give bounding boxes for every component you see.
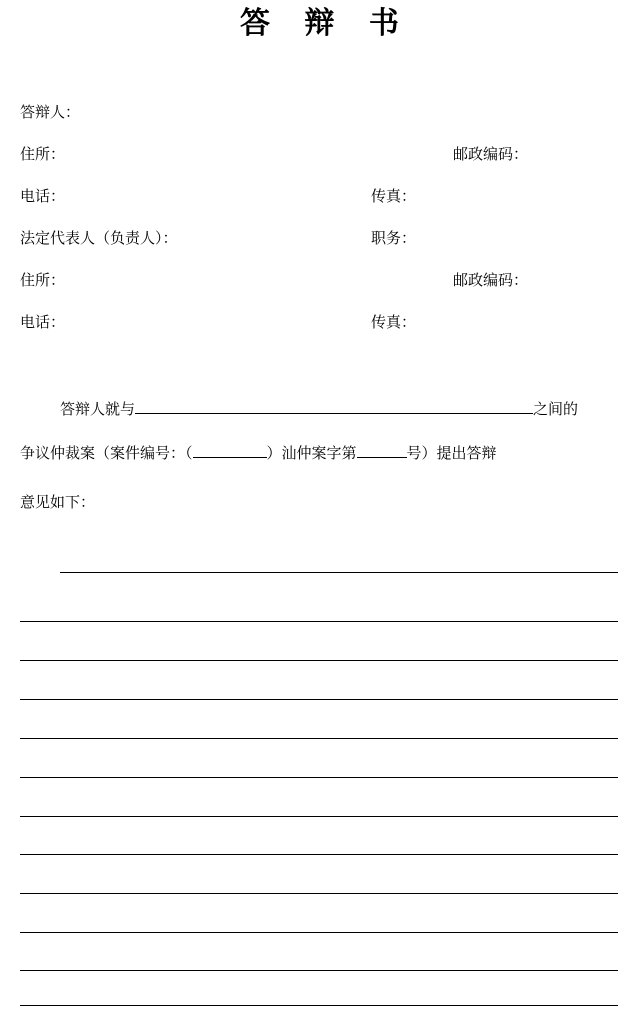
case-year-blank[interactable] bbox=[193, 442, 267, 458]
answer-line[interactable] bbox=[60, 572, 618, 573]
answer-line[interactable] bbox=[20, 932, 618, 933]
postcode-label-2: 邮政编码： bbox=[453, 271, 529, 289]
case-number-blank[interactable] bbox=[357, 442, 407, 458]
document-title: 答 辩 书 bbox=[240, 6, 411, 41]
answer-line[interactable] bbox=[20, 1005, 618, 1006]
phone-label-2: 电话： bbox=[20, 313, 66, 331]
address-label-2: 住所： bbox=[20, 271, 66, 289]
fax-label-2: 传真： bbox=[371, 313, 417, 331]
body-line-2-c: 号）提出答辩 bbox=[406, 444, 497, 462]
address-label-1: 住所： bbox=[20, 145, 66, 163]
body-line-1-suffix: 之间的 bbox=[533, 400, 579, 418]
legal-representative-label: 法定代表人（负责人）： bbox=[20, 229, 178, 247]
respondent-label: 答辩人： bbox=[20, 103, 81, 121]
phone-label-1: 电话： bbox=[20, 187, 66, 205]
answer-line[interactable] bbox=[20, 893, 618, 894]
body-line-1-prefix: 答辩人就与 bbox=[60, 400, 136, 418]
position-label: 职务： bbox=[371, 229, 417, 247]
body-line-2-b: ）汕仲案字第 bbox=[266, 444, 357, 462]
answer-line[interactable] bbox=[20, 660, 618, 661]
answer-line[interactable] bbox=[20, 970, 618, 971]
answer-line[interactable] bbox=[20, 738, 618, 739]
answer-line[interactable] bbox=[20, 777, 618, 778]
answer-line[interactable] bbox=[20, 854, 618, 855]
body-line-2-a: 争议仲裁案（案件编号：（ bbox=[20, 444, 193, 462]
body-line-3: 意见如下： bbox=[20, 493, 96, 511]
answer-line[interactable] bbox=[20, 816, 618, 817]
answer-line[interactable] bbox=[20, 699, 618, 700]
body-line-1 bbox=[60, 398, 578, 419]
postcode-label-1: 邮政编码： bbox=[453, 145, 529, 163]
fax-label-1: 传真： bbox=[371, 187, 417, 205]
answer-line[interactable] bbox=[20, 621, 618, 622]
opponent-name-blank[interactable] bbox=[135, 398, 533, 414]
body-line-2 bbox=[20, 442, 497, 463]
